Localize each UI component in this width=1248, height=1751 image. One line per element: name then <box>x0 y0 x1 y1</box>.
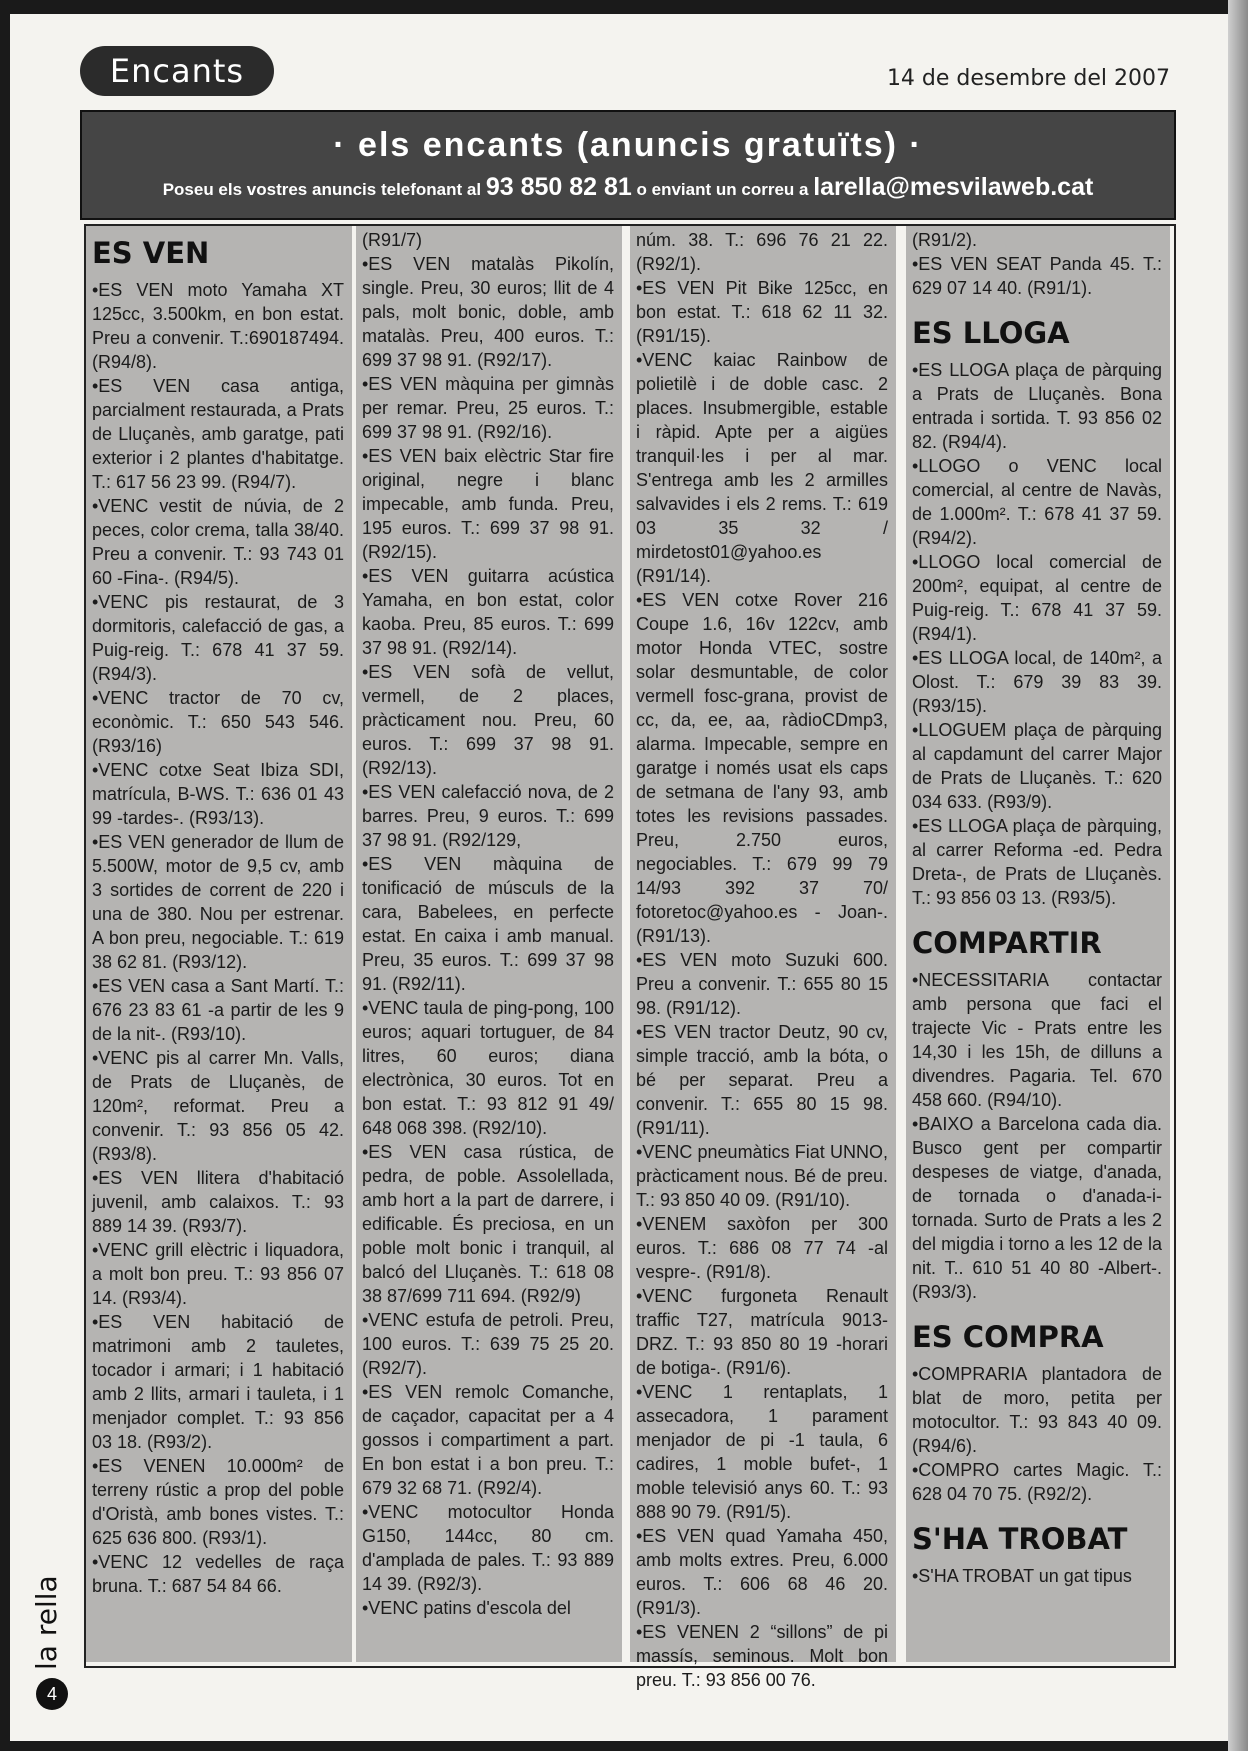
classified-ad: •BAIXO a Barcelona cada dia. Busco gent per compartir despeses de viatge, d'anada, de tornada o d'anada-i-tornada. Surto de Prats a les 2 del migdia i torno a les 12 de la nit. T.. 610 51 40 80 -Albert-. (R93/3). <box>912 1114 1162 1302</box>
classified-ad: •VENC taula de ping-pong, 100 euros; aquari tortuguer, de 84 litres, 60 euros; diana electrònica, 30 euros. Tot en bon estat. T.: 93 812 91 49/ 648 068 398. (R92/10). <box>362 998 614 1138</box>
classified-ad: (R91/7) <box>362 230 423 250</box>
magazine-name: la rella <box>30 1575 63 1670</box>
section-title: Encants <box>80 46 274 96</box>
category-heading: S'HA TROBAT <box>912 1522 1128 1556</box>
classified-ad: •COMPRO cartes Magic. T.: 628 04 70 75. (R92/2). <box>912 1460 1162 1504</box>
classified-ad: •ES VEN moto Yamaha XT 125cc, 3.500km, en bon estat. Preu a convenir. T.:690187494. (R94/8). <box>92 280 344 372</box>
classified-ad: •ES VEN tractor Deutz, 90 cv, simple tracció, amb la bóta, o bé per separat. Preu a convenir. T.: 655 80 15 98. (R91/11). <box>636 1022 888 1138</box>
category-heading: ES LLOGA <box>912 316 1070 350</box>
classified-ad: •VENC pis al carrer Mn. Valls, de Prats de Lluçanès, de 120m², reformat. Preu a convenir. T.: 93 856 05 42. (R93/8). <box>92 1048 344 1164</box>
classified-ad: •LLOGUEM plaça de pàrquing al capdamunt del carrer Major de Prats de Lluçanès. T.: 620 034 633. (R93/9). <box>912 720 1162 812</box>
banner-subtitle <box>82 173 1174 202</box>
classified-ad: •VENEM saxòfon per 300 euros. T.: 686 08 77 74 -al vespre-. (R91/8). <box>636 1214 888 1282</box>
classified-ad: •ES VEN cotxe Rover 216 Coupe 1.6, 16v 122cv, amb motor Honda VTEC, sostre solar desmuntable, de color vermell fosc-grana, provist de cc, da, ee, aa, ràdioCDmp3, alarma. Impecable, sempre en garatge i només usat els caps de setmana de l'any 93, amb totes les revisions passades. Preu, 2.750 euros, negociables. T.: 679 99 79 14/93 392 37 70/ fotoretoc@yahoo.es - Joan-. (R91/13). <box>636 590 888 946</box>
classified-ad: •VENC motocultor Honda G150, 144cc, 80 cm. d'amplada de pales. T.: 93 889 14 39. (R92/3). <box>362 1502 614 1594</box>
page-edge <box>1228 0 1248 1751</box>
classified-ad: •ES VEN generador de llum de 5.500W, motor de 9,5 cv, amb 3 sortides de corrent de 220 i una de 380. Nou per estrenar. A bon preu, negociable. T.: 619 38 62 81. (R93/12). <box>92 832 344 972</box>
classified-ad: •LLOGO local comercial de 200m², equipat, al centre de Puig-reig. T.: 678 41 37 59. (R94/1). <box>912 552 1162 644</box>
column-2 <box>356 226 622 1662</box>
classified-ad: •VENC kaiac Rainbow de polietilè i de doble casc. 2 places. Insubmergible, estable i ràpid. Apte per a aigües tranquil·les i per al mar. S'entrega amb les 2 armilles salvavides i els 2 rems. T.: 619 03 35 32 / mirdetost01@yahoo.es (R91/14). <box>636 350 888 586</box>
classified-ad: •ES VENEN 2 “sillons” de pi massís, seminous. Molt bon preu. T.: 93 856 00 76. <box>636 1622 888 1690</box>
classified-ad: •ES VEN remolc Comanche, de caçador, capacitat per a 4 gossos i compartiment a part. En bon estat i a bon preu. T.: 679 32 68 71. (R92/4). <box>362 1382 614 1498</box>
classified-ad: •VENC 12 vedelles de raça bruna. T.: 687 54 84 66. <box>92 1552 344 1596</box>
classified-ad: •ES VEN sofà de vellut, vermell, de 2 places, pràcticament nou. Preu, 60 euros. T.: 699 37 98 91. (R92/13). <box>362 662 614 778</box>
banner-phone: 93 850 82 81 <box>485 173 632 201</box>
banner-title: · els encants (anuncis gratuïts) · <box>333 126 923 164</box>
classified-ad: •S'HA TROBAT un gat tipus <box>912 1566 1132 1586</box>
classified-ad: •ES VEN SEAT Panda 45. T.: 629 07 14 40. (R91/1). <box>912 254 1162 298</box>
classified-ad: •ES VEN casa antiga, parcialment restaurada, a Prats de Lluçanès, amb garatge, pati exterior i 2 plantes d'habitatge. T.: 617 56 23 99. (R94/7). <box>92 376 344 492</box>
classified-ad: •ES VEN guitarra acústica Yamaha, en bon estat, color kaoba. Preu, 85 euros. T.: 699 37 98 91. (R92/14). <box>362 566 614 658</box>
classified-ad: •ES VEN Pit Bike 125cc, en bon estat. T.: 618 62 11 32. (R91/15). <box>636 278 888 346</box>
classified-ad: •ES VEN moto Suzuki 600. Preu a convenir. T.: 655 80 15 98. (R91/12). <box>636 950 888 1018</box>
classified-ad: •ES VEN baix elèctric Star fire original, negre i blanc impecable, amb funda. Preu, 195 euros. T.: 699 37 98 91. (R92/15). <box>362 446 614 562</box>
classified-ad: (R91/2). <box>912 230 978 250</box>
classified-ad: •VENC 1 rentaplats, 1 assecadora, 1 parament menjador de pi -1 taula, 6 cadires, 1 moble bufet-, 1 moble televisió anys 60. T.: 93 888 90 79. (R91/5). <box>636 1382 888 1522</box>
category-heading: ES COMPRA <box>912 1320 1104 1354</box>
category-heading: COMPARTIR <box>912 926 1102 960</box>
classified-ad: •NECESSITARIA contactar amb persona que faci el trajecte Vic - Prats entre les 14,30 i les 15h, de dilluns a divendres. Pagaria. Tel. 670 458 660. (R94/10). <box>912 970 1162 1110</box>
page-number: 4 <box>36 1678 68 1710</box>
banner-sub-prefix: Poseu els vostres anuncis telefonant al <box>162 180 482 199</box>
classified-ad: •VENC cotxe Seat Ibiza SDI, matrícula, B-WS. T.: 636 01 43 99 -tardes-. (R93/13). <box>92 760 344 828</box>
classified-ad: •ES VENEN 10.000m² de terreny rústic a prop del poble d'Oristà, amb bones vistes. T.: 625 636 800. (R93/1). <box>92 1456 344 1548</box>
column-1 <box>86 226 352 1662</box>
classified-ad: •ES VEN llitera d'habitació juvenil, amb calaixos. T.: 93 889 14 39. (R93/7). <box>92 1168 344 1236</box>
banner-email: larella@mesvilaweb.cat <box>813 173 1094 201</box>
classified-ad: •ES VEN habitació de matrimoni amb 2 tauletes, tocador i armari; i 1 habitació amb 2 llits, armari i tauleta, i 1 menjador complet. T.: 93 856 03 18. (R93/2). <box>92 1312 344 1452</box>
classifieds-banner <box>80 110 1176 220</box>
classified-ad: •VENC vestit de núvia, de 2 peces, color crema, talla 38/40. Preu a convenir. T.: 93 743 01 60 -Fina-. (R94/5). <box>92 496 344 588</box>
classified-ad: •VENC estufa de petroli. Preu, 100 euros. T.: 639 75 25 20. (R92/7). <box>362 1310 614 1378</box>
classified-ad: •ES VEN casa a Sant Martí. T.: 676 23 83 61 -a partir de les 9 de la nit-. (R93/10). <box>92 976 344 1044</box>
classified-ad: •ES LLOGA plaça de pàrquing a Prats de Lluçanès. Bona entrada i sortida. T. 93 856 02 82. (R94/4). <box>912 360 1162 452</box>
classified-ad: •ES VEN màquina per gimnàs per remar. Preu, 25 euros. T.: 699 37 98 91. (R92/16). <box>362 374 614 442</box>
column-4 <box>906 226 1170 1662</box>
classified-ad: •VENC furgoneta Renault traffic T27, matrícula 9013-DRZ. T.: 93 850 80 19 -horari de botiga-. (R91/6). <box>636 1286 888 1378</box>
classified-ad: •VENC pis restaurat, de 3 dormitoris, calefacció de gas, a Puig-reig. T.: 678 41 37 59. (R94/3). <box>92 592 344 684</box>
classified-ad: •VENC pneumàtics Fiat UNNO, pràcticament nous. Bé de preu. T.: 93 850 40 09. (R91/10). <box>636 1142 888 1210</box>
classified-ad: •LLOGO o VENC local comercial, al centre de Navàs, de 1.000m². T.: 678 41 37 59. (R94/2). <box>912 456 1162 548</box>
classified-ad: •VENC tractor de 70 cv, econòmic. T.: 650 543 546. (R93/16) <box>92 688 344 756</box>
classified-ad: •VENC patins d'escola del <box>362 1598 571 1618</box>
category-heading: ES VEN <box>92 236 210 270</box>
classified-ad: •ES VEN quad Yamaha 450, amb molts extres. Preu, 6.000 euros. T.: 606 68 46 20. (R91/3). <box>636 1526 888 1618</box>
classified-ad: •ES LLOGA plaça de pàrquing, al carrer Reforma -ed. Pedra Dreta-, de Prats de Lluçanès. T.: 93 856 03 13. (R93/5). <box>912 816 1162 908</box>
classified-ad: •ES VEN matalàs Pikolín, single. Preu, 30 euros; llit de 4 pals, molt bonic, doble, amb matalàs. Preu, 400 euros. T.: 699 37 98 91. (R92/17). <box>362 254 614 370</box>
classified-ad: •ES LLOGA local, de 140m², a Olost. T.: 679 39 83 39. (R93/15). <box>912 648 1162 716</box>
banner-sub-middle: o enviant un correu a <box>636 180 809 199</box>
classified-ad: núm. 38. T.: 696 76 21 22. (R92/1). <box>636 230 888 274</box>
classified-ad: •COMPRARIA plantadora de blat de moro, petita per motocultor. T.: 93 843 40 09. (R94/6). <box>912 1364 1162 1456</box>
classified-ad: •ES VEN màquina de tonificació de músculs de la cara, Babelees, en perfecte estat. En caixa i amb manual. Preu, 35 euros. T.: 699 37 98 91. (R92/11). <box>362 854 614 994</box>
issue-date: 14 de desembre del 2007 <box>886 66 1170 91</box>
classified-ad: •VENC grill elèctric i liquadora, a molt bon preu. T.: 93 856 07 14. (R93/4). <box>92 1240 344 1308</box>
column-3 <box>630 226 896 1690</box>
classified-ad: •ES VEN calefacció nova, de 2 barres. Preu, 9 euros. T.: 699 37 98 91. (R92/129, <box>362 782 614 850</box>
classified-ad: •ES VEN casa rústica, de pedra, de poble. Assolellada, amb hort a la part de darrere, i edificable. És preciosa, en un poble molt bonic i tranquil, al balcó del Lluçanès. T.: 618 08 38 87/699 711 694. (R92/9) <box>362 1142 614 1306</box>
